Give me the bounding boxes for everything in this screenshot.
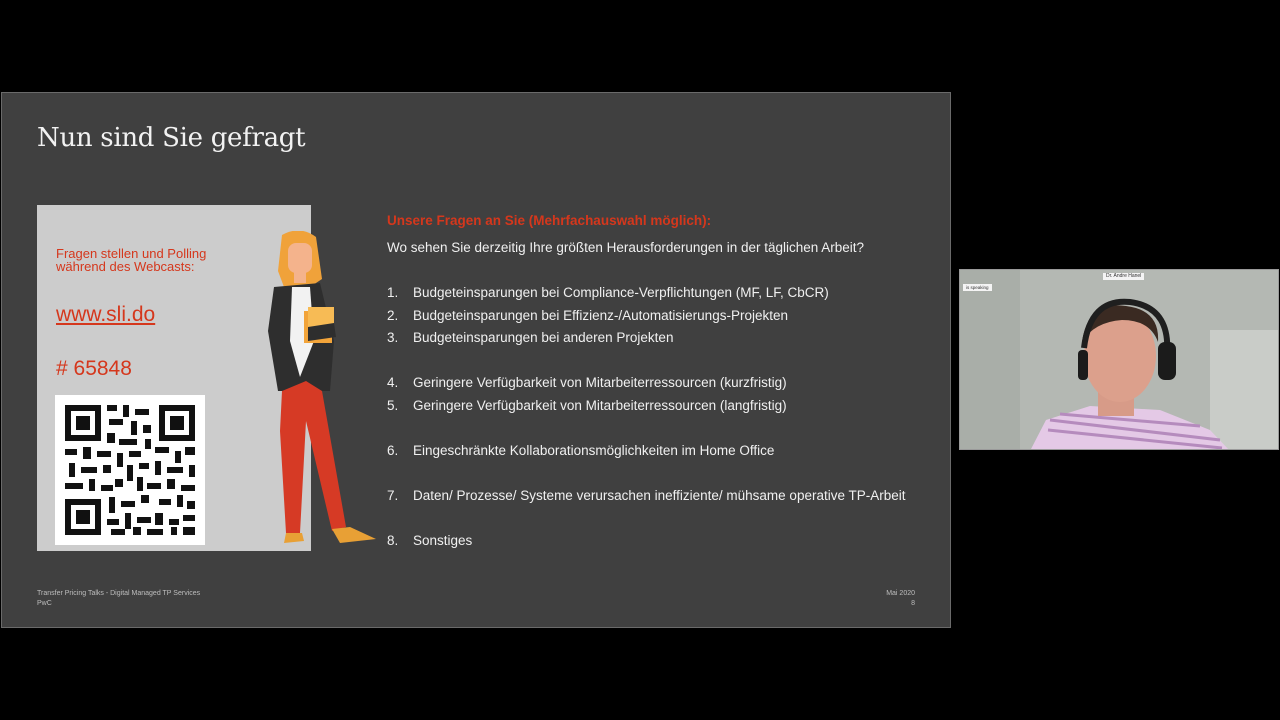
woman-illustration bbox=[260, 231, 378, 553]
footer-page-number: 8 bbox=[911, 600, 915, 607]
qr-code[interactable] bbox=[55, 395, 205, 545]
event-code: # 65848 bbox=[56, 357, 132, 380]
answer-item: 8. Sonstiges bbox=[387, 533, 473, 548]
polling-caption: Fragen stellen und Polling während des Webcasts: bbox=[56, 246, 207, 274]
answer-item: 4. Geringere Verfügbarkeit von Mitarbeiterressourcen (kurzfristig) bbox=[387, 375, 787, 390]
footer-company: PwC bbox=[37, 600, 52, 607]
slide-title: Nun sind Sie gefragt bbox=[37, 123, 306, 153]
answer-item: 3. Budgeteinsparungen bei anderen Projekten bbox=[387, 330, 674, 345]
question-heading: Unsere Fragen an Sie (Mehrfachauswahl möglich): bbox=[387, 213, 712, 228]
answer-item: 2. Budgeteinsparungen bei Effizienz-/Automatisierungs-Projekten bbox=[387, 308, 788, 323]
answer-item: 6. Eingeschränkte Kollaborationsmöglichkeiten im Home Office bbox=[387, 443, 775, 458]
answer-item: 1. Budgeteinsparungen bei Compliance-Verpflichtungen (MF, LF, CbCR) bbox=[387, 285, 829, 300]
speaker-video-feed bbox=[960, 270, 1279, 450]
participant-name-label: Dr. Andre Hanel bbox=[1103, 273, 1144, 280]
footer-date: Mai 2020 bbox=[886, 590, 915, 597]
speaking-indicator: is speaking bbox=[963, 284, 992, 291]
qr-code-icon bbox=[55, 395, 205, 545]
answer-item: 5. Geringere Verfügbarkeit von Mitarbeiterressourcen (langfristig) bbox=[387, 398, 787, 413]
question-text: Wo sehen Sie derzeitig Ihre größten Herausforderungen in der täglichen Arbeit? bbox=[387, 240, 865, 255]
footer-event-name: Transfer Pricing Talks - Digital Managed TP Services bbox=[37, 590, 201, 597]
presentation-slide bbox=[1, 92, 951, 628]
slido-link[interactable]: www.sli.do bbox=[56, 303, 156, 326]
slide-footer-left bbox=[37, 589, 200, 609]
slide-footer-right bbox=[886, 589, 915, 609]
speaker-video-tile[interactable] bbox=[959, 269, 1279, 450]
answer-item: 7. Daten/ Prozesse/ Systeme verursachen ineffiziente/ mühsame operative TP-Arbeit bbox=[387, 488, 906, 503]
